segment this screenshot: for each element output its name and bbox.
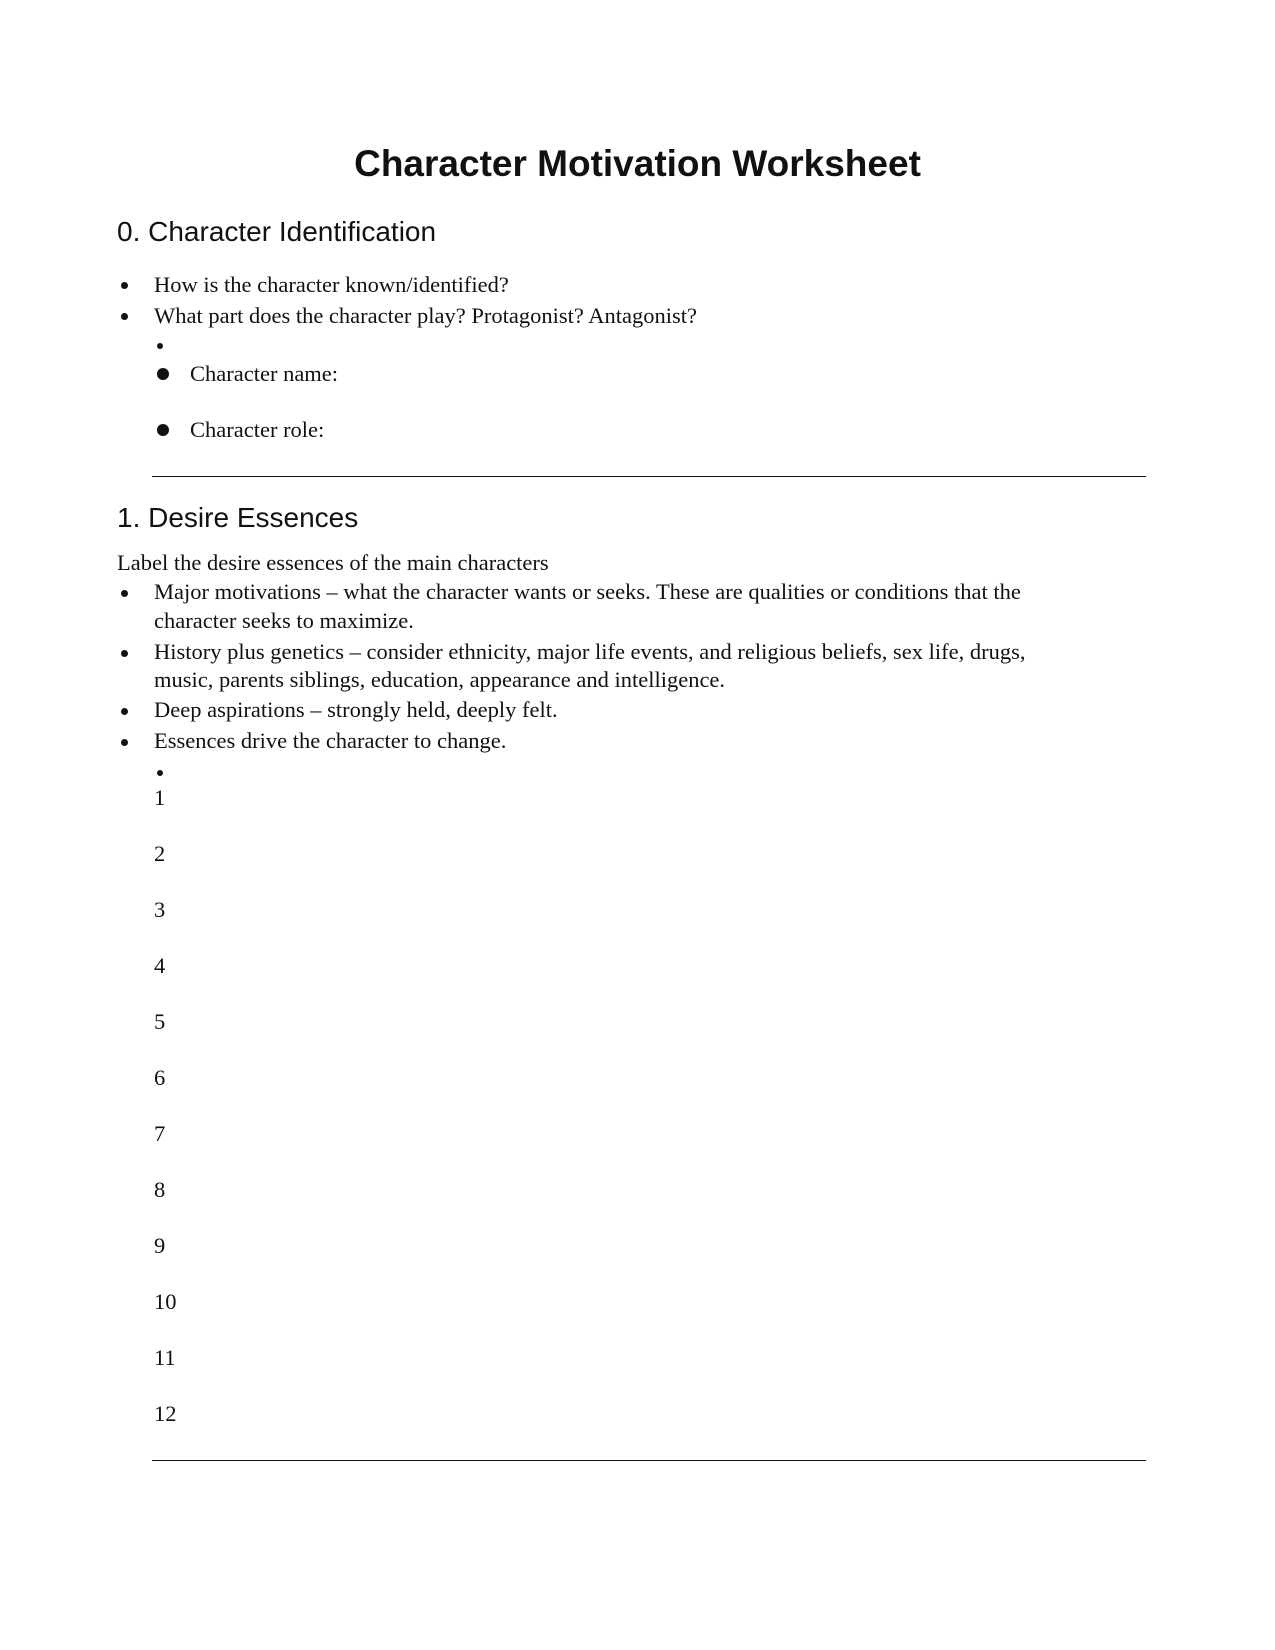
essence-number: 7 bbox=[154, 1121, 166, 1146]
bullet-icon bbox=[157, 770, 163, 776]
section-0-bullet-1: How is the character known/identified? bbox=[154, 272, 509, 297]
section-1-bullet-4: Essences drive the character to change. bbox=[154, 728, 507, 753]
bullet-icon bbox=[121, 739, 128, 746]
bullet-icon bbox=[121, 282, 128, 289]
page-title: Character Motivation Worksheet bbox=[354, 143, 921, 184]
essence-number: 11 bbox=[154, 1345, 176, 1370]
character-role-label: Character role: bbox=[190, 417, 325, 442]
bullet-icon bbox=[157, 343, 163, 349]
bullet-icon bbox=[121, 590, 128, 597]
bullet-icon bbox=[121, 650, 128, 657]
essence-number: 8 bbox=[154, 1177, 166, 1202]
essence-number: 4 bbox=[154, 953, 166, 978]
section-1-bullet-2-line-2: music, parents siblings, education, appearance and intelligence. bbox=[154, 667, 726, 692]
section-1-heading: 1. Desire Essences bbox=[117, 502, 359, 533]
bullet-icon bbox=[157, 424, 169, 436]
section-1-intro: Label the desire essences of the main characters bbox=[117, 550, 549, 575]
bullet-icon bbox=[121, 313, 128, 320]
essence-number: 5 bbox=[154, 1009, 166, 1034]
section-1-bullet-3: Deep aspirations – strongly held, deeply felt. bbox=[154, 697, 558, 722]
section-0-heading: 0. Character Identification bbox=[117, 216, 437, 247]
character-name-label: Character name: bbox=[190, 361, 339, 386]
section-0-bullet-2: What part does the character play? Protagonist? Antagonist? bbox=[154, 303, 697, 328]
section-divider bbox=[152, 1460, 1146, 1461]
essence-number: 6 bbox=[154, 1065, 166, 1090]
essence-number: 9 bbox=[154, 1233, 166, 1258]
essence-number: 2 bbox=[154, 841, 166, 866]
essence-number: 12 bbox=[154, 1401, 177, 1426]
essence-number: 3 bbox=[154, 897, 166, 922]
bullet-icon bbox=[157, 368, 169, 380]
section-1-bullet-1-line-2: character seeks to maximize. bbox=[154, 608, 414, 633]
bullet-icon bbox=[121, 708, 128, 715]
section-divider bbox=[152, 476, 1146, 477]
section-1-bullet-2-line-1: History plus genetics – consider ethnicity, major life events, and religious beliefs, sex life, drugs, bbox=[154, 639, 1026, 664]
section-1-bullet-1-line-1: Major motivations – what the character wants or seeks. These are qualities or conditions that the bbox=[154, 579, 1021, 604]
essence-number: 10 bbox=[154, 1289, 177, 1314]
essence-number: 1 bbox=[154, 785, 166, 810]
